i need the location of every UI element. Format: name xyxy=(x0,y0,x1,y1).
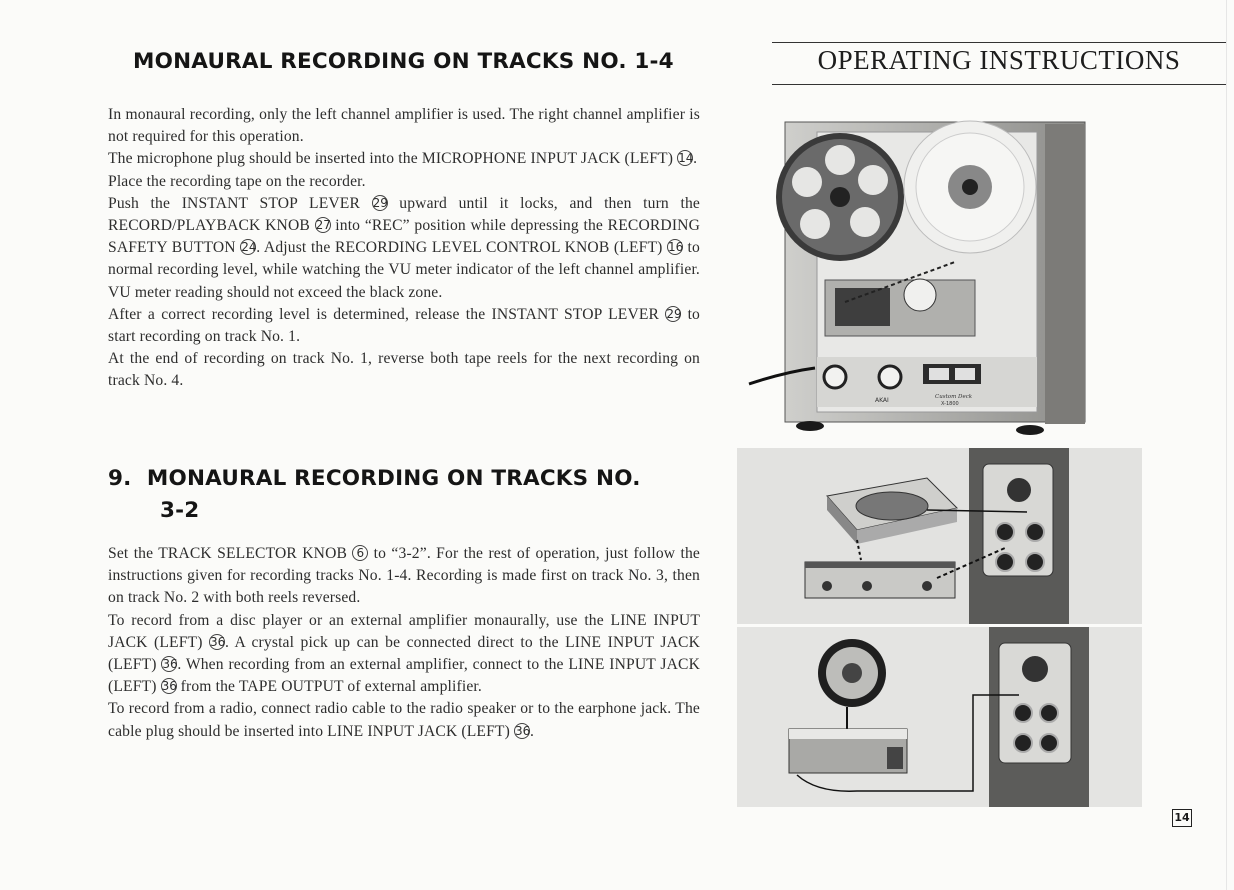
section8-paragraph: The microphone plug should be inserted into the MICROPHONE INPUT JACK (LEFT) 14. xyxy=(108,150,698,168)
section9-title-line1: 9. MONAURAL RECORDING ON TRACKS NO. xyxy=(108,466,641,491)
section8-paragraph: At the end of recording on track No. 1, reverse both tape reels for the next recording on track No. 4. xyxy=(108,350,700,390)
ref-number-24: 24 xyxy=(241,240,257,255)
model-number: X-1800 xyxy=(941,401,959,407)
recorder-side-panel xyxy=(1045,124,1085,424)
section8-paragraph: Push the INSTANT STOP LEVER 29 upward until it locks, and then turn the RECORD/PLAYBACK KNOB 27 into “REC” position while depressing the RECORDING SAFETY BUTTON 24. Adjust the RECORDING LEVEL CONTROL KNOB (LEFT) 16 to normal recording level, while watching the VU meter indicator of the left channel amplifier. VU meter reading should not exceed the black zone. xyxy=(108,194,700,301)
right-reel xyxy=(904,121,1036,253)
section9-paragraph: To record from a disc player or an external amplifier monaurally, use the LINE INPUT JACK (LEFT) 36. A crystal pick up can be connected direct to the LINE INPUT JACK (LEFT) 36. When recording from an external amplifier, connect to the LINE INPUT JACK (LEFT) 36 from the TAPE OUTPUT of external amplifier. xyxy=(108,611,700,696)
section8-title: MONAURAL RECORDING ON TRACKS NO. 1-4 xyxy=(133,49,674,74)
capstan-roller xyxy=(904,279,936,311)
header-rule-bottom xyxy=(772,84,1226,85)
ref-number-16: 16 xyxy=(668,240,684,255)
level-knob-left xyxy=(824,366,846,388)
page-number: 14 xyxy=(1172,809,1192,827)
section8-body xyxy=(108,104,700,393)
mic-jack xyxy=(1007,478,1031,502)
head-cover xyxy=(835,288,890,326)
left-reel xyxy=(776,133,904,261)
ref-number-36: 36 xyxy=(161,679,177,694)
ref-number-36: 36 xyxy=(515,723,531,738)
brand-logo: AKAI xyxy=(875,397,889,404)
ref-number-6: 6 xyxy=(352,545,368,561)
section9-title-line2: 3-2 xyxy=(160,498,200,523)
photo-radio-connection xyxy=(737,627,1142,807)
ref-number-14: 14 xyxy=(678,151,694,166)
radio-illustration xyxy=(737,627,1142,807)
ref-number-29: 29 xyxy=(372,195,388,210)
page-edge xyxy=(1226,0,1227,890)
photo-tape-recorder xyxy=(745,102,1095,438)
section8-paragraph: In monaural recording, only the left channel amplifier is used. The right channel amplifier is not required for this operation. xyxy=(108,106,700,146)
section9-body xyxy=(108,543,700,743)
section9-paragraph: To record from a radio, connect radio cable to the radio speaker or to the earphone jack. The cable plug should be inserted into LINE INPUT JACK (LEFT) 36. xyxy=(108,700,700,740)
header-title: OPERATING INSTRUCTIONS xyxy=(817,45,1181,75)
ref-number-29: 29 xyxy=(666,306,682,321)
tape-recorder-illustration xyxy=(745,102,1095,438)
level-knob-right xyxy=(879,366,901,388)
ref-number-27: 27 xyxy=(315,218,331,233)
section9-paragraph: Set the TRACK SELECTOR KNOB 6 to “3-2”. For the rest of operation, just follow the instructions given for recording tracks No. 1-4. Recording is made first on track No. 3, then on track No. 2 with both reels reversed. xyxy=(108,545,700,607)
section8-paragraph: Place the recording tape on the recorder. xyxy=(108,172,366,190)
header-rule-top xyxy=(772,42,1226,43)
model-badge: Custom Deck xyxy=(935,394,973,400)
disc-player-illustration xyxy=(737,448,1142,624)
ref-number-36: 36 xyxy=(209,634,226,649)
section8-paragraph: After a correct recording level is determined, release the INSTANT STOP LEVER 29 to start recording on track No. 1. xyxy=(108,305,700,346)
ref-number-36: 36 xyxy=(162,657,178,672)
photo-disc-player-connection xyxy=(737,448,1142,624)
